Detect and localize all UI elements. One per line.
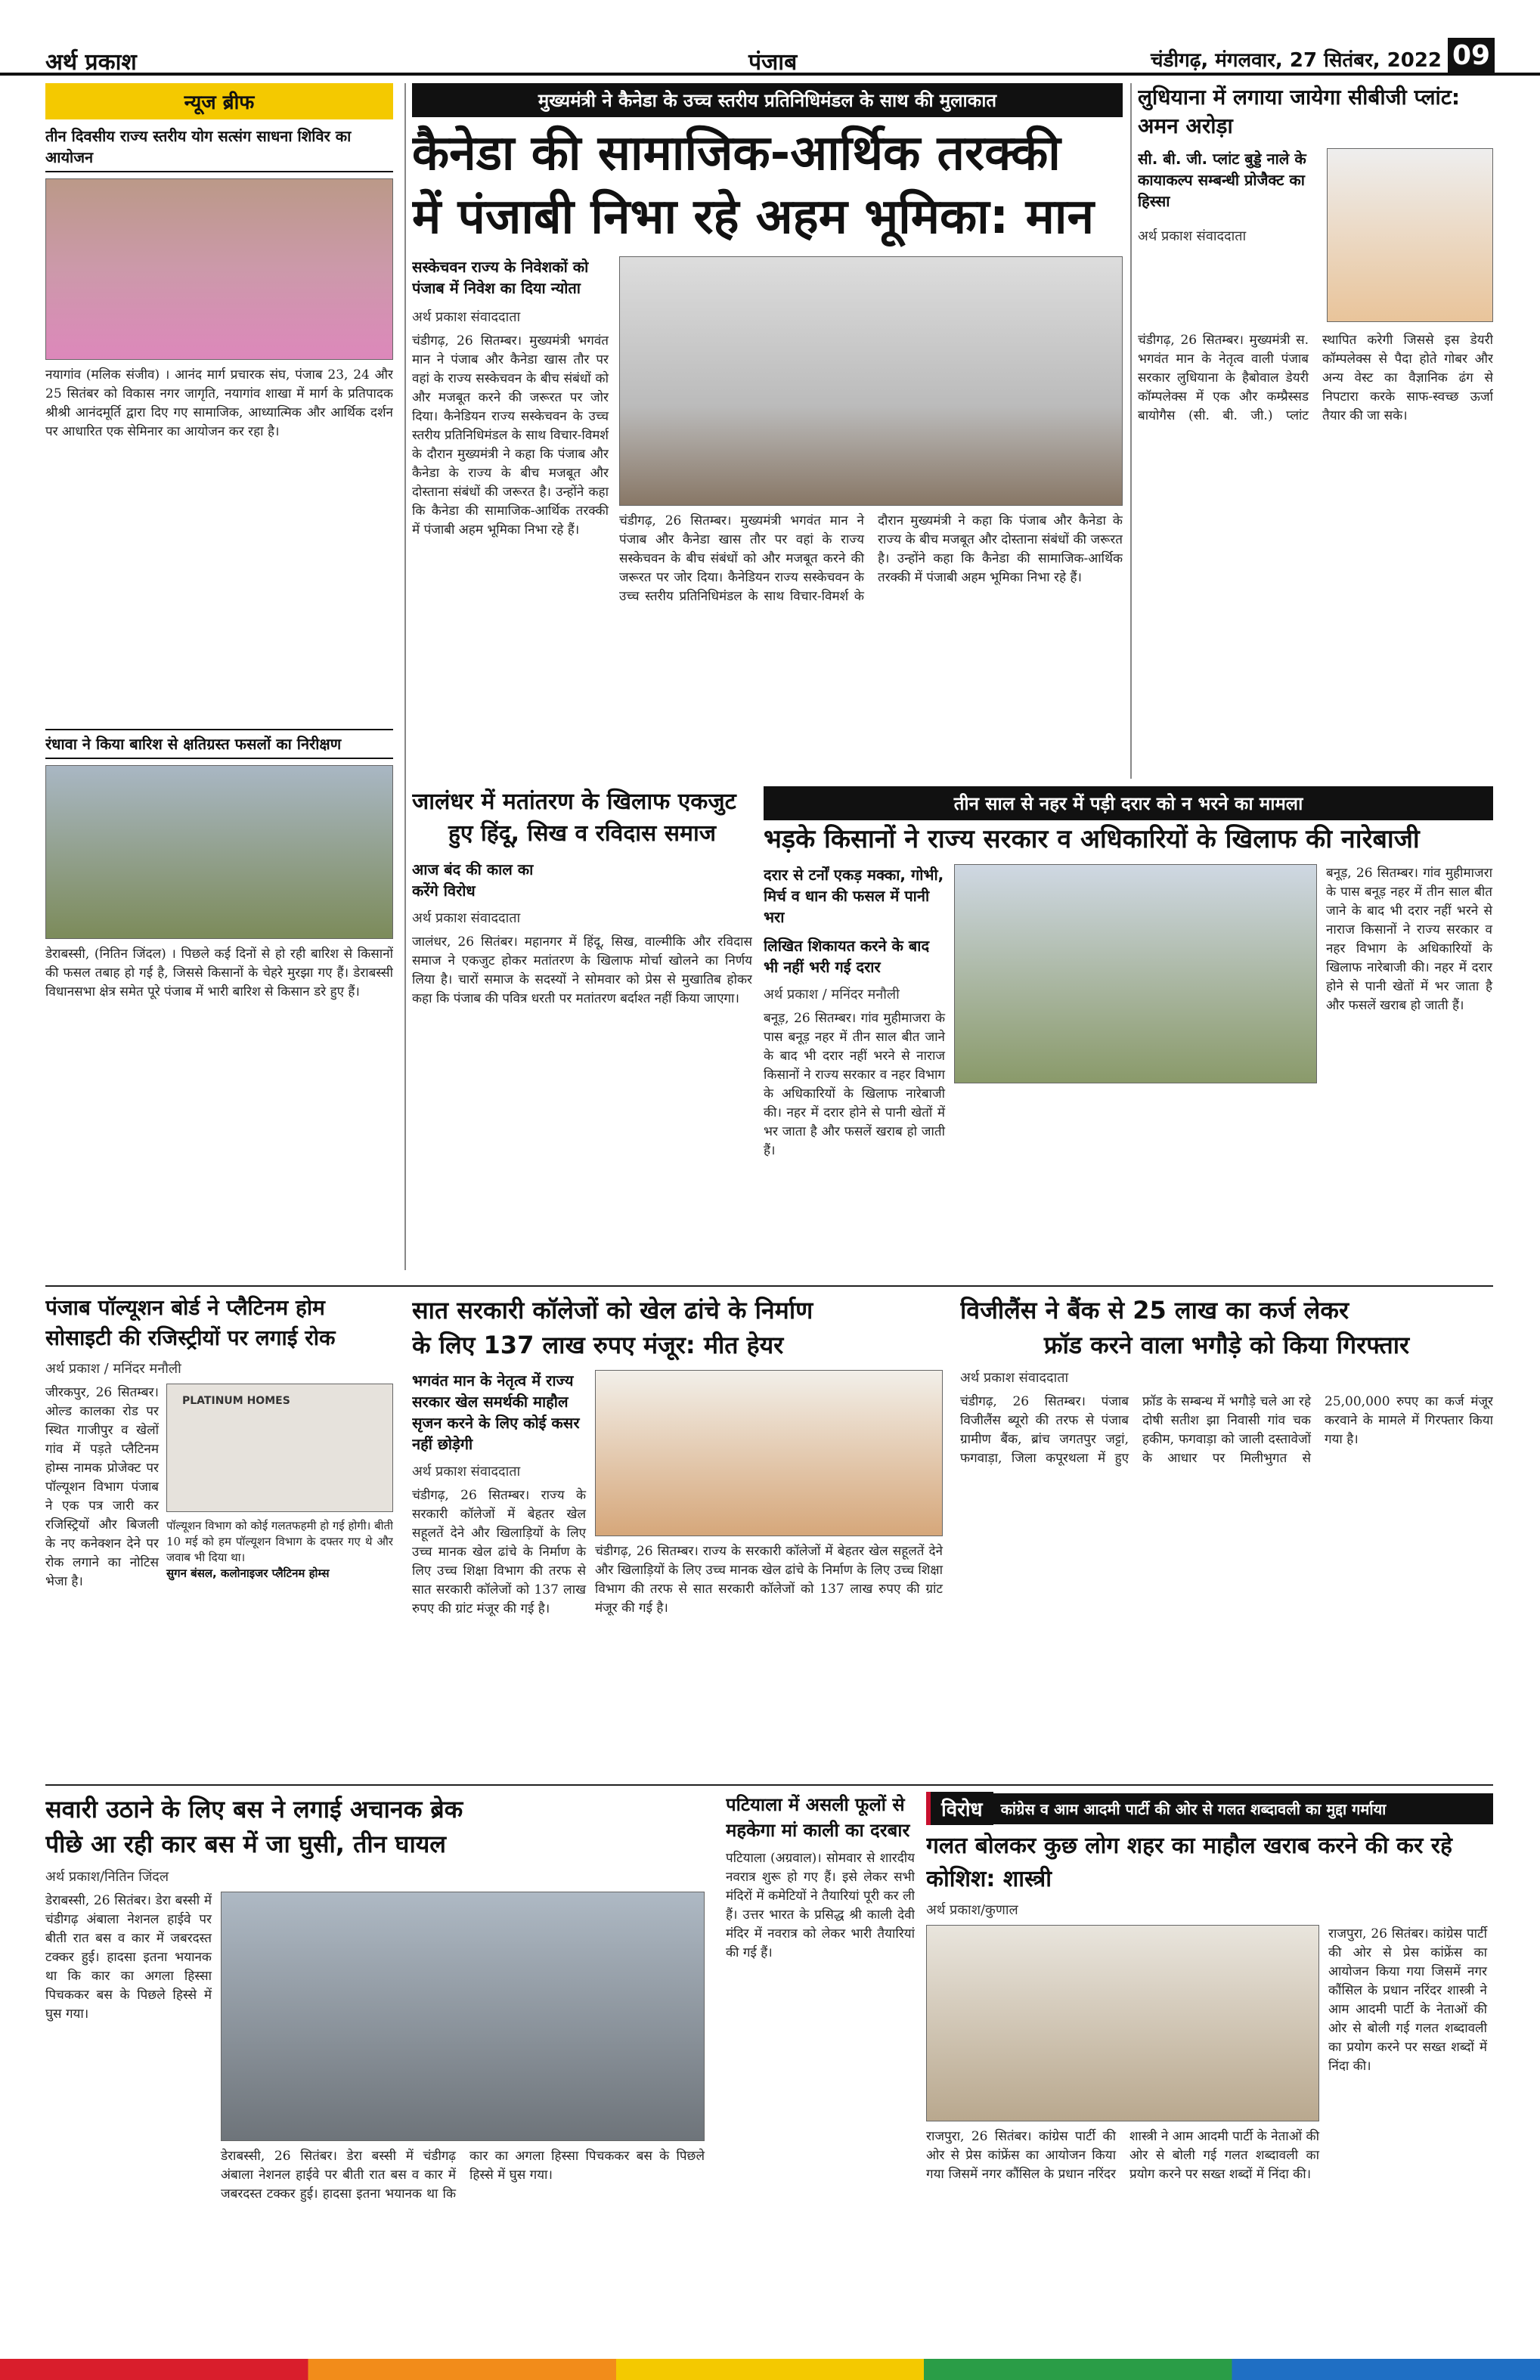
pollution-headline-line2: सोसाइटी की रजिस्ट्रीयों पर लगाई रोक — [45, 1325, 336, 1350]
color-registration-strip — [0, 2359, 1540, 2380]
paper-name: अर्थ प्रकाश — [45, 49, 137, 76]
platinum-homes-photo — [166, 1384, 393, 1512]
pollution-text: जीरकपुर, 26 सितम्बर। ओल्ड कालका रोड पर स्थित गाजीपुर व खेलों गांव में पड़ते प्लैटिनम होम्स नामक प्रोजेक्ट पर पॉल्यूशन विभाग पंजाब ने एक पत्र जारी कर रजिस्ट्रियों और बिजली के नए कनेक्शन देने पर रोक लगाने का नोटिस भेजा है। — [45, 1385, 159, 1589]
vigilance-headline-line2: फ्रॉड करने वाला भगौड़े को किया गिरफ्तार — [1043, 1331, 1410, 1359]
pollution-headline-line1: पंजाब पॉल्यूशन बोर्ड ने प्लैटिनम होम — [45, 1295, 325, 1320]
bus-text: डेराबस्सी, 26 सितंबर। डेरा बस्सी में चंडीगढ़ अंबाला नेशनल हाईवे पर बीती रात बस व कार में जबरदस्त टक्कर हुई। हादसा इतना भयानक था कि कार का अगला हिस्सा पिचककर बस के पिछले हिस्से में घुस गया। — [45, 1893, 212, 2022]
ludhiana-text: चंडीगढ़, 26 सितम्बर। मुख्यमंत्री स. भगवंत मान के नेतृत्व वाली पंजाब सरकार लुधियाना के हैबोवाल डेयरी कॉम्पलेक्स में एक और कम्प्रैस्सड बायोगैस (सी. बी. जी.) प्लांट स्थापित करेगी जिससे इस डेयरी कॉम्पलेक्स से पैदा होते गोबर और अन्य वेस्ट का वैज्ञानिक ढंग से निपटारा करके साफ-स्वच्छ ऊर्जा तैयार की जा सके। — [1138, 333, 1493, 423]
brief-item1-text: नयागांव (मलिक संजीव) । आनंद मार्ग प्रचारक संघ, पंजाब 23, 24 और 25 सितंबर को विकास नगर जागृति, नयागांव शाखा में मार्ग के प्रतिपादक श्रीश्री आनंदमूर्ति द्वारा दिए गए सामाजिक, आध्यात्मिक और आर्थिक दर्शन पर आधारित एक सेमिनार का आयोजन कर रहा है। — [45, 367, 393, 439]
protest-byline: अर्थ प्रकाश/कुणाल — [926, 1902, 1018, 1918]
lead-headline-line2: में पंजाबी निभा रहे अहम भूमिका: मान — [412, 189, 1095, 245]
farmers-subhead1: दरार से टर्नों एकड़ मक्का, गोभी, मिर्च व धान की फसल में पानी भरा — [764, 866, 944, 926]
vigilance-headline-line1: विजीलैंस ने बैंक से 25 लाख का कर्ज लेकर — [960, 1296, 1349, 1325]
protest-text: राजपुरा, 26 सितंबर। कांग्रेस पार्टी की ओर से प्रेस कांफ्रेंस का आयोजन किया गया जिसमें नगर कौंसिल के प्रधान नरिंदर शास्त्री ने आम आदमी पार्टी के नेताओं की ओर से बोली गई गलत शब्दावली का प्रयोग करने पर सख्त शब्दों में निंदा की। — [926, 2129, 1319, 2182]
jalandhar-headline-line2: हुए हिंदू, सिख व रविदास समाज — [448, 820, 716, 847]
farmers-text-col: बनूड़, 26 सितम्बर। गांव मुहीमाजरा के पास बनूड़ नहर में तीन साल बीत जाने के बाद भी दरार नहीं भरने से नाराज किसानों ने राज्य सरकार व नहर विभाग के अधिकारियों के खिलाफ नारेबाजी की। नहर में दरार होने से पानी खेतों में भर जाता है और फसलें खराब हो जाती हैं। — [1326, 866, 1492, 1013]
ludhiana-subhead: सी. बी. जी. प्लांट बुड्डे नाले के कायाकल्प सम्बन्धी प्रोजैक्ट का हिस्सा — [1138, 150, 1306, 210]
vigilance-byline: अर्थ प्रकाश संवाददाता — [960, 1370, 1069, 1386]
colleges-text-continued: चंडीगढ़, 26 सितम्बर। राज्य के सरकारी कॉलेजों में बेहतर खेल सहूलतें देने और खिलाड़ियों के लिए उच्च मानक खेल ढांचे के निर्माण के लिए उच्च शिक्षा विभाग की तरफ से सात सरकारी कॉलेजों को 137 लाख रुपए की ग्रांट मंजूर की गई है। — [595, 1544, 943, 1616]
yoga-camp-photo — [45, 178, 393, 360]
farmers-text: बनूड़, 26 सितम्बर। गांव मुहीमाजरा के पास बनूड़ नहर में तीन साल बीत जाने के बाद भी दरार नहीं भरने से नाराज किसानों ने राज्य सरकार व नहर विभाग के अधिकारियों के खिलाफ नारेबाजी की। नहर में दरार होने से पानी खेतों में भर जाता है और फसलें खराब हो जाती हैं। — [764, 1011, 945, 1158]
lead-kicker: मुख्यमंत्री ने कैनेडा के उच्च स्तरीय प्रतिनिधिमंडल के साथ की मुलाकात — [412, 83, 1123, 117]
vigilance-text: चंडीगढ़, 26 सितम्बर। पंजाब विजीलैंस ब्यूरो की तरफ से पंजाब ग्रामीण बैंक, ब्रांच जगतपुर जट्टां, फगवाड़ा, जिला कपूरथला में हुए फ्रॉड के सम्बन्ध में भगौड़े चले आ रहे दोषी सतीश झा निवासी गांव चक हकीम, फगवाड़ा को जाली दस्तावेजों के आधार पर मिलीभुगत से 25,00,000 रुपए का कर्ज मंजूर करवाने के मामले में गिरफ्तार किया गया है। — [960, 1394, 1493, 1466]
jalandhar-headline-line1: जालंधर में मतांतरण के खिलाफ एकजुट — [412, 789, 736, 815]
jalandhar-byline: अर्थ प्रकाश संवाददाता — [412, 910, 521, 926]
patiala-text: पटियाला (अग्रवाल)। सोमवार से शारदीय नवरात्र शुरू हो गए हैं। इसे लेकर सभी मंदिरों में कमेटियों ने तैयारियां पूरी कर ली हैं। उत्तर भारत के प्रसिद्ध श्री काली देवी मंदिर में नवरात्र को लेकर भारी तैयारियां की गई हैं। — [726, 1851, 915, 1960]
lead-text-continued: चंडीगढ़, 26 सितम्बर। मुख्यमंत्री भगवंत मान ने पंजाब और कैनेडा खास तौर पर वहां के राज्य सस्केचवन के बीच संबंधों को और मजबूत करने की जरूरत पर जोर दिया। कैनेडियन राज्य सस्केचवन के उच्च स्तरीय प्रतिनिधिमंडल के साथ विचार-विमर्श के दौरान मुख्यमंत्री ने कहा कि पंजाब और कैनेडा के राज्य के बीच मजबूत और दोस्ताना संबंधों की जरूरत है। उन्होंने कहा कि कैनेडा की सामाजिक-आर्थिक तरक्की में पंजाबी अहम भूमिका निभा रहे हैं। — [619, 513, 1123, 604]
protest-text-col: राजपुरा, 26 सितंबर। कांग्रेस पार्टी की ओर से प्रेस कांफ्रेंस का आयोजन किया गया जिसमें नगर कौंसिल के प्रधान नरिंदर शास्त्री ने आम आदमी पार्टी के नेताओं की ओर से बोली गई गलत शब्दावली का प्रयोग करने पर सख्त शब्दों में निंदा की। — [1328, 1926, 1487, 2074]
colleges-subhead: भगवंत मान के नेतृत्व में राज्य सरकार खेल समर्थकी माहौल सृजन करने के लिए कोई कसर नहीं छोड़ेगी — [412, 1371, 580, 1453]
pollution-byline: अर्थ प्रकाश / मनिंदर मनौली — [45, 1361, 181, 1377]
jalandhar-subhead: आज बंद की काल का करेंगे विरोध — [412, 860, 534, 900]
bus-accident-photo — [221, 1892, 705, 2141]
colleges-byline: अर्थ प्रकाश संवाददाता — [412, 1464, 521, 1480]
protest-label: विरोध — [926, 1792, 993, 1825]
minister-meet-hayer-photo — [595, 1370, 943, 1536]
patiala-headline: पटियाला में असली फूलों से महकेगा मां काली का दरबार — [726, 1794, 910, 1841]
patiala-story — [726, 1792, 915, 2351]
bus-story — [45, 1792, 718, 2351]
protest-headline: गलत बोलकर कुछ लोग शहर का माहौल खराब करने की कर रहे कोशिश: शास्त्री — [926, 1833, 1452, 1892]
issue-date: चंडीगढ़, मंगलवार, 27 सितंबर, 2022 — [1150, 49, 1442, 72]
colleges-headline-line1: सात सरकारी कॉलेजों को खेल ढांचे के निर्माण — [412, 1296, 813, 1325]
press-conference-photo — [926, 1925, 1319, 2121]
colleges-text: चंडीगढ़, 26 सितम्बर। राज्य के सरकारी कॉलेजों में बेहतर खेल सहूलतें देने और खिलाड़ियों के लिए उच्च मानक खेल ढांचे के निर्माण के लिए उच्च शिक्षा विभाग की तरफ से सात सरकारी कॉलेजों को 137 लाख रुपए की ग्रांट मंजूर की गई है। — [412, 1488, 586, 1616]
pollution-quote-author: सुगन बंसल, कलोनाइजर प्लैटिनम होम्स — [166, 1567, 330, 1580]
farmers-subhead2: लिखित शिकायत करने के बाद भी नहीं भरी गई दरार — [764, 937, 930, 976]
section-name: पंजाब — [748, 49, 798, 76]
protest-kicker: कांग्रेस व आम आदमी पार्टी की ओर से गलत शब्दावली का मुद्दा गर्माया — [993, 1793, 1493, 1824]
farmers-kicker: तीन साल से नहर में पड़ी दरार को न भरने का मामला — [764, 786, 1493, 820]
lead-byline: अर्थ प्रकाश संवाददाता — [412, 309, 521, 325]
ludhiana-byline: अर्थ प्रकाश संवाददाता — [1138, 228, 1247, 244]
protest-story — [926, 1792, 1493, 2351]
farmers-protest-photo — [954, 864, 1317, 1083]
lead-text: चंडीगढ़, 26 सितम्बर। मुख्यमंत्री भगवंत मान ने पंजाब और कैनेडा खास तौर पर वहां के राज्य सस्केचवन के बीच संबंधों को और मजबूत करने की जरूरत पर जोर दिया। कैनेडियन राज्य सस्केचवन के उच्च स्तरीय प्रतिनिधिमंडल के साथ विचार-विमर्श के दौरान मुख्यमंत्री ने कहा कि पंजाब और कैनेडा के राज्य के बीच मजबूत और दोस्ताना संबंधों की जरूरत है। उन्होंने कहा कि कैनेडा की सामाजिक-आर्थिक तरक्की में पंजाबी अहम भूमिका निभा रहे हैं। — [412, 333, 609, 538]
cm-meeting-photo — [619, 256, 1123, 506]
page-header — [0, 0, 1540, 76]
jalandhar-text: जालंधर, 26 सितंबर। महानगर में हिंदू, सिख, वाल्मीकि और रविदास समाज ने एकजुट होकर मतांतरण के खिलाफ मोर्चा खोलने का निर्णय लिया है। चारों समाज के सदस्यों ने सोमवार को प्रेस से मुखातिब होकर कहा कि पंजाब की पवित्र धरती पर मतांतरण बर्दाश्त नहीं किया जाएगा। — [412, 934, 752, 1006]
vigilance-story — [960, 1293, 1493, 1777]
jalandhar-story — [412, 786, 752, 1278]
farmers-story — [764, 786, 1493, 1278]
colleges-headline-line2: के लिए 137 लाख रुपए मंजूर: मीत हेयर — [412, 1331, 784, 1359]
brief-label: न्यूज ब्रीफ — [45, 83, 393, 119]
brief-item1-headline: तीन दिवसीय राज्य स्तरीय योग सत्संग साधना शिविर का आयोजन — [45, 126, 393, 172]
bus-text-continued: डेराबस्सी, 26 सितंबर। डेरा बस्सी में चंडीगढ़ अंबाला नेशनल हाईवे पर बीती रात बस व कार में जबरदस्त टक्कर हुई। हादसा इतना भयानक था कि कार का अगला हिस्सा पिचककर बस के पिछले हिस्से में घुस गया। — [221, 2149, 705, 2202]
ludhiana-story — [1138, 83, 1493, 779]
colleges-story — [412, 1293, 949, 1777]
lead-story — [412, 83, 1123, 794]
photo-sign: PLATINUM HOMES — [182, 1395, 290, 1407]
lead-headline-line1: कैनेडा की सामाजिक-आर्थिक तरक्की — [412, 126, 1061, 181]
page-number: 09 — [1448, 38, 1495, 74]
news-brief — [45, 83, 393, 1278]
bus-byline: अर्थ प्रकाश/नितिन जिंदल — [45, 1869, 169, 1885]
lead-subhead: सस्केचवन राज्य के निवेशकों को पंजाब में निवेश का दिया न्योता — [412, 258, 589, 297]
farmers-byline: अर्थ प्रकाश / मनिंदर मनौली — [764, 987, 900, 1003]
crop-inspection-photo — [45, 765, 393, 939]
pollution-story — [45, 1293, 393, 1777]
minister-portrait — [1327, 148, 1493, 322]
farmers-headline: भड़के किसानों ने राज्य सरकार व अधिकारियों के खिलाफ की नारेबाजी — [764, 824, 1420, 854]
bus-headline-line2: पीछे आ रही कार बस में जा घुसी, तीन घायल — [45, 1830, 446, 1858]
brief-item2-text: डेराबस्सी, (नितिन जिंदल) । पिछले कई दिनों से हो रही बारिश से किसानों की फसल तबाह हो गई है, जिससे किसानों के चेहरे मुरझा गए हैं। डेराबस्सी विधानसभा क्षेत्र समेत पूरे पंजाब में भारी बारिश से किसान डरे हुए हैं। — [45, 947, 393, 999]
ludhiana-headline: लुधियाना में लगाया जायेगा सीबीजी प्लांट: अमन अरोड़ा — [1138, 85, 1461, 138]
brief-item2-headline: रंधावा ने किया बारिश से क्षतिग्रस्त फसलों का निरीक्षण — [45, 729, 393, 759]
pollution-quote: पॉल्यूशन विभाग को कोई गलतफहमी हो गई होगी। बीती 10 मई को हम पॉल्यूशन विभाग के दफ्तर गए थे और जवाब भी दिया था। — [166, 1519, 393, 1564]
bus-headline-line1: सवारी उठाने के लिए बस ने लगाई अचानक ब्रेक — [45, 1795, 463, 1824]
